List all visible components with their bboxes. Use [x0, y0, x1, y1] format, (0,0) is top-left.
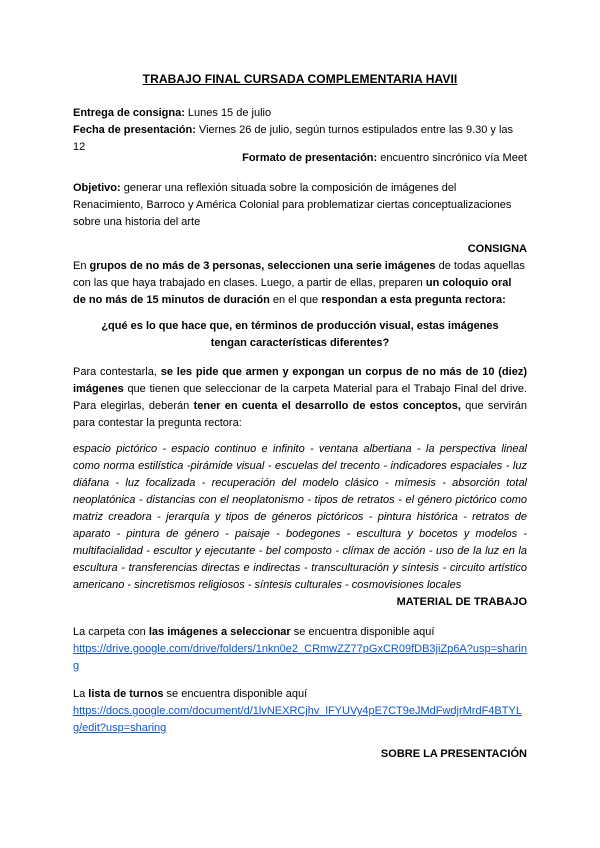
guiding-question: ¿qué es lo que hace que, en términos de producción visual, estas imágenes tengan características diferentes? [101, 320, 499, 349]
entrega-label: Entrega de consigna: [73, 107, 185, 119]
consigna-paragraph-2: Para contestarla, se les pide que armen y expongan un corpus de no más de 10 (diez) imágenes que tienen que seleccionar de la carpeta Material para el Trabajo Final del drive. Para elegirlas, deberán tener en cuenta el desarrollo de estos conceptos, que servirán para contestar la pregunta rectora: [73, 366, 527, 429]
fecha-value: Viernes 26 de julio, según turnos estipulados entre las 9.30 y las 12 [73, 124, 514, 153]
objetivo-label: Objetivo: [73, 182, 121, 194]
material-heading: MATERIAL DE TRABAJO [396, 596, 527, 608]
consigna-heading: CONSIGNA [467, 243, 527, 255]
entrega-line [73, 105, 527, 122]
dates-section [73, 105, 527, 156]
drive-folder-link[interactable]: https://drive.google.com/drive/folders/1nkn0e2_CRmwZZ77pGxCR09fDB3jiZp6A?usp=sharing [73, 643, 527, 672]
fecha-label: Fecha de presentación: [73, 124, 196, 136]
objetivo-paragraph [73, 180, 527, 231]
document-title: TRABAJO FINAL CURSADA COMPLEMENTARIA HAVII [142, 72, 458, 86]
presentacion-heading: SOBRE LA PRESENTACIÓN [380, 748, 527, 760]
material-paragraph-1: La carpeta con las imágenes a seleccionar se encuentra disponible aquí https://drive.google.com/drive/folders/1nkn0e2_CRmwZZ77pGxCR09fDB3jiZp6A?usp=sharing [73, 626, 527, 672]
concepts-list: espacio pictórico - espacio continuo e infinito - ventana albertiana - la perspectiva lineal como norma estilística -pirámide visual - escuelas del trecento - indicadores espaciales - luz diáfana - luz focalizada - recuperación del modelo clásico - mímesis - absorción total neoplatónica - distancias con el neoplatonismo - tipos de retratos - el género pictórico como matriz creadora - jerarquía y tipos de géneros pictóricos - pintura histórica - retratos de aparato - pintura de género - paisaje - bodegones - escultura y bocetos y modelos - multifacialidad - escultor y ejecutante - bel composto - clímax de acción - uso de la luz en la escultura - transferencias directas e indirectas - transculturación y síntesis - circuito artístico americano - sincretismos religiosos - síntesis culturales - cosmovisiones locales [73, 443, 527, 591]
formato-label: Formato de presentación: [242, 152, 378, 164]
entrega-value: Lunes 15 de julio [184, 107, 272, 119]
formato-line [73, 150, 527, 167]
material-paragraph-2: La lista de turnos se encuentra disponible aquí https://docs.google.com/document/d/1lvNEXRCjhv_lFYUVy4pE7CT9eJMdFwdjrMrdF4BTYLg/edit?usp=sharing [73, 688, 522, 734]
turnos-document-link[interactable]: https://docs.google.com/document/d/1lvNEXRCjhv_lFYUVy4pE7CT9eJMdFwdjrMrdF4BTYLg/edit?usp=sharing [73, 705, 522, 734]
consigna-paragraph-1: En grupos de no más de 3 personas, seleccionen una serie imágenes de todas aquellas con las que haya trabajado en clases. Luego, a partir de ellas, preparen un coloquio oral de no más de 15 minutos de duración en el que respondan a esta pregunta rectora: [73, 260, 525, 306]
objetivo-text: generar una reflexión situada sobre la composición de imágenes del Renacimiento, Barroco y América Colonial para problematizar ciertas conceptualizaciones sobre una historia del arte [73, 182, 512, 228]
formato-value: encuentro sincrónico vía Meet [377, 152, 527, 164]
